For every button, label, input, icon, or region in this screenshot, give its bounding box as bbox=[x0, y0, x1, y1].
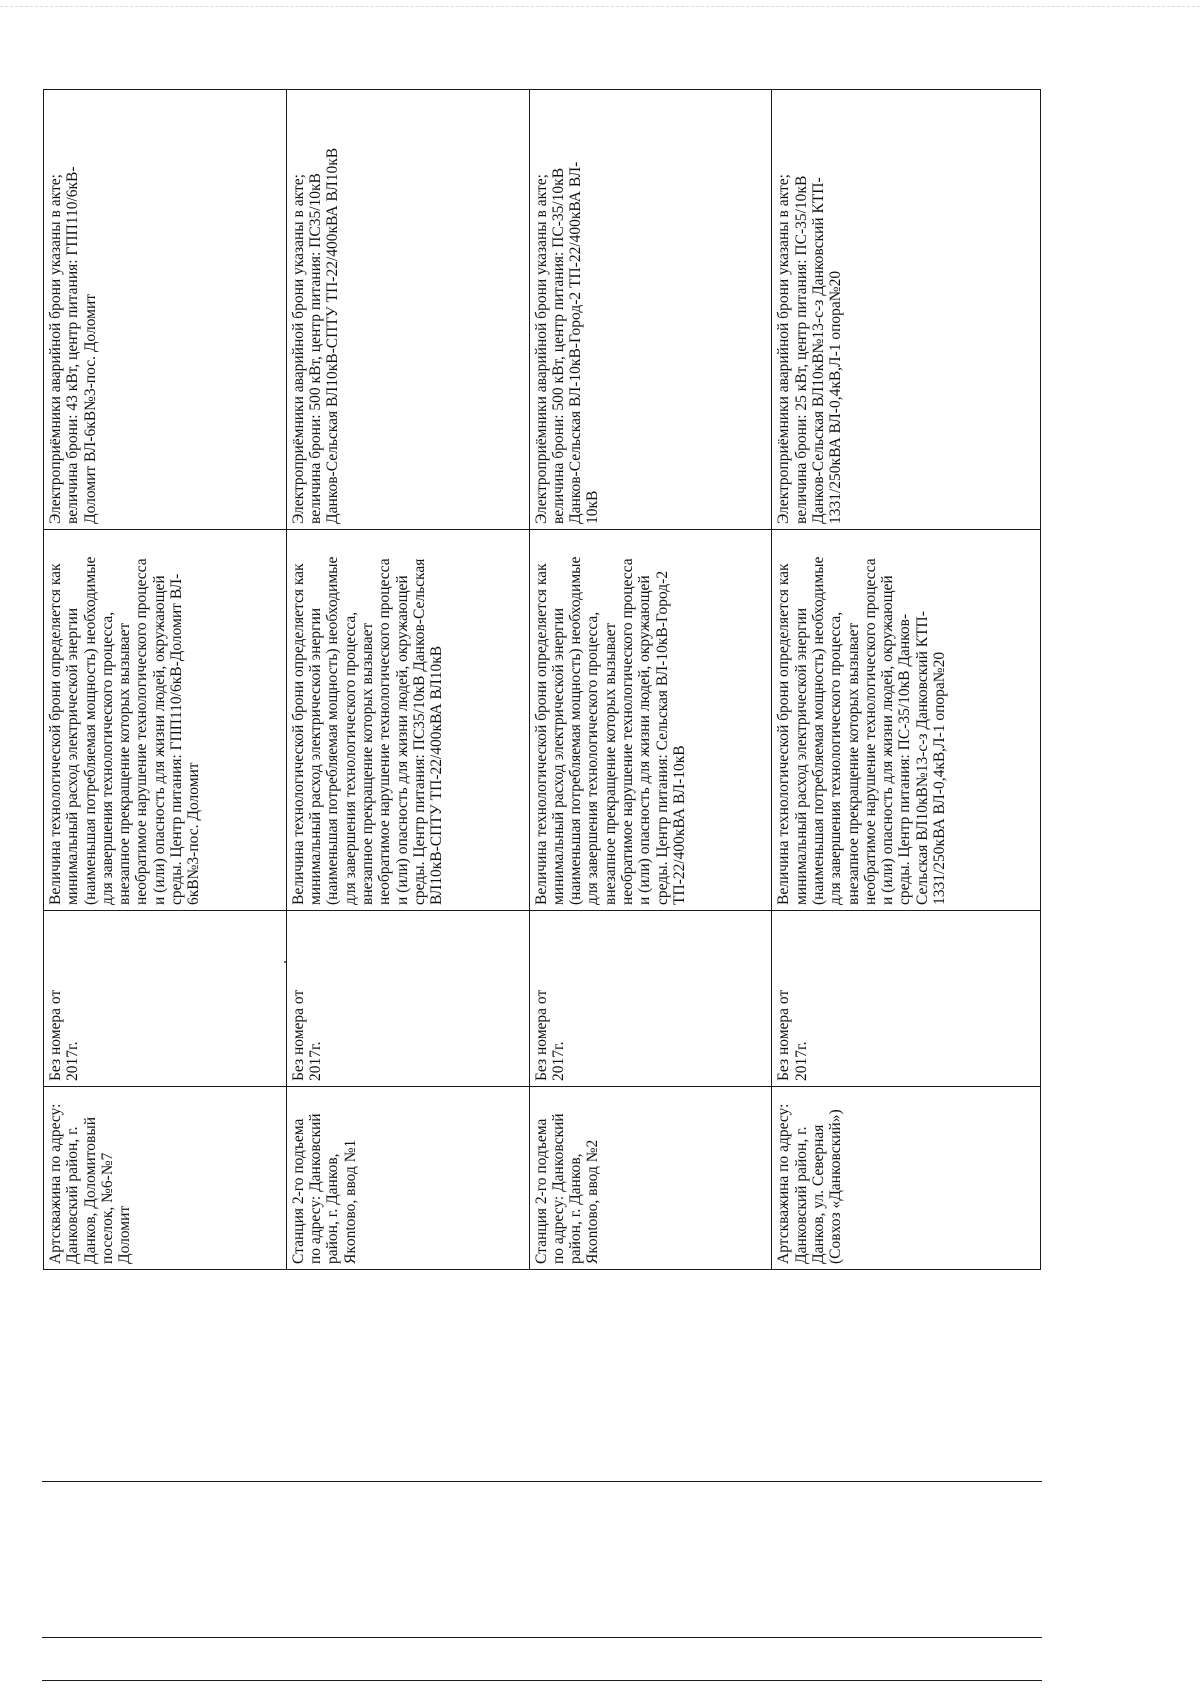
horizontal-rule bbox=[42, 1481, 1042, 1482]
table-row bbox=[772, 90, 1041, 1270]
scan-edge-line bbox=[0, 6, 1200, 7]
tech-reserve-cell: Величина технологической брони определяется как минимальный расход электрической энергии (наименьшая потребляемая мощность) необходимые для завершения технологического процесса, внезапное прекращение которых вызывает необратимое нарушение технологического процесса и (или) опасность для жизни людей, окружающей среды. Центр питания: Сельская ВЛ-10кВ-Город-2 ТП-22/400кВА ВЛ-10кВ bbox=[529, 530, 772, 911]
object-cell: Артскважина по адресу: Данковский район, г. Данков, ул. Северная (Совхоз «Данковский») bbox=[772, 1087, 1041, 1270]
object-cell: Станция 2-го подъема по адресу: Данковский район, г. Данков, Якontово, ввод №2 bbox=[529, 1087, 772, 1270]
act-cell: Без номера от 2017г. bbox=[44, 911, 287, 1087]
table-row bbox=[286, 90, 529, 1270]
act-cell: Без номера от 2017г. bbox=[772, 911, 1041, 1087]
table-row bbox=[44, 90, 287, 1270]
act-cell: Без номера от 2017г. bbox=[286, 911, 529, 1087]
tech-reserve-cell: Величина технологической брони определяется как минимальный расход электрической энергии (наименьшая потребляемая мощность) необходимые для завершения технологического процесса, внезапное прекращение которых вызывает необратимое нарушение технологического процесса и (или) опасность для жизни людей, окружающей среды. Центр питания: ПС-35/10кВ Данков- Сельская ВЛ10кВ№13-с-з Данковский КТП- 1331/250кВА ВЛ-0,4кВ,Л-1 опора№20 bbox=[772, 530, 1041, 911]
emergency-reserve-cell: Электроприёмники аварийной брони указаны в акте; величина брони: 43 кВт, центр питания: ГПП110/6кВ- Доломит ВЛ-6кВ№3-пос. Доломит bbox=[44, 90, 287, 530]
object-cell: Станция 2-го подъема по адресу: Данковский район, г. Данков, Якontово, ввод №1 bbox=[286, 1087, 529, 1270]
tech-reserve-cell: Величина технологической брони определяется как минимальный расход электрической энергии (наименьшая потребляемая мощность) необходимые для завершения технологического процесса, внезапное прекращение которых вызывает необратимое нарушение технологического процесса и (или) опасность для жизни людей, окружающей среды. Центр питания: ПС35/10кВ Данков-Сельская ВЛ10кВ-СПТУ ТП-22/400кВА ВЛ10кВ bbox=[286, 530, 529, 911]
scan-speck bbox=[284, 961, 286, 963]
emergency-reserve-cell: Электроприёмники аварийной брони указаны в акте; величина брони: 500 кВт, центр питания: ПС35/10кВ Данков-Сельская ВЛ10кВ-СПТУ ТП-22/400кВА ВЛ10кВ bbox=[286, 90, 529, 530]
power-reserve-table bbox=[43, 89, 1041, 1270]
emergency-reserve-cell: Электроприёмники аварийной брони указаны в акте; величина брони: 500 кВт, центр питания: ПС-35/10кВ Данков-Сельская ВЛ-10кВ-Город-2 ТП-22/400кВА ВЛ- 10кВ bbox=[529, 90, 772, 530]
emergency-reserve-cell: Электроприёмники аварийной брони указаны в акте; величина брони: 25 кВт, центр питания: ПС-35/10кВ Данков-Сельская ВЛ10кВ№13-с-з Данковский КТП- 1331/250кВА ВЛ-0,4кВ,Л-1 опора№20 bbox=[772, 90, 1041, 530]
act-cell: Без номера от 2017г. bbox=[529, 911, 772, 1087]
horizontal-rule bbox=[42, 1680, 1042, 1681]
tech-reserve-cell: Величина технологической брони определяется как минимальный расход электрической энергии (наименьшая потребляемая мощность) необходимые для завершения технологического процесса, внезапное прекращение которых вызывает необратимое нарушение технологического процесса и (или) опасность для жизни людей, окружающей среды. Центр питания: ГПП110/6кВ-Доломит ВЛ- 6кВ№3-пос. Доломит bbox=[44, 530, 287, 911]
rotated-table-wrapper bbox=[43, 90, 1041, 1270]
table-row bbox=[529, 90, 772, 1270]
horizontal-rule bbox=[42, 1637, 1042, 1638]
object-cell: Артскважина по адресу: Данковский район, г. Данков, Доломитовый поселок, №6-№7 Доломит bbox=[44, 1087, 287, 1270]
